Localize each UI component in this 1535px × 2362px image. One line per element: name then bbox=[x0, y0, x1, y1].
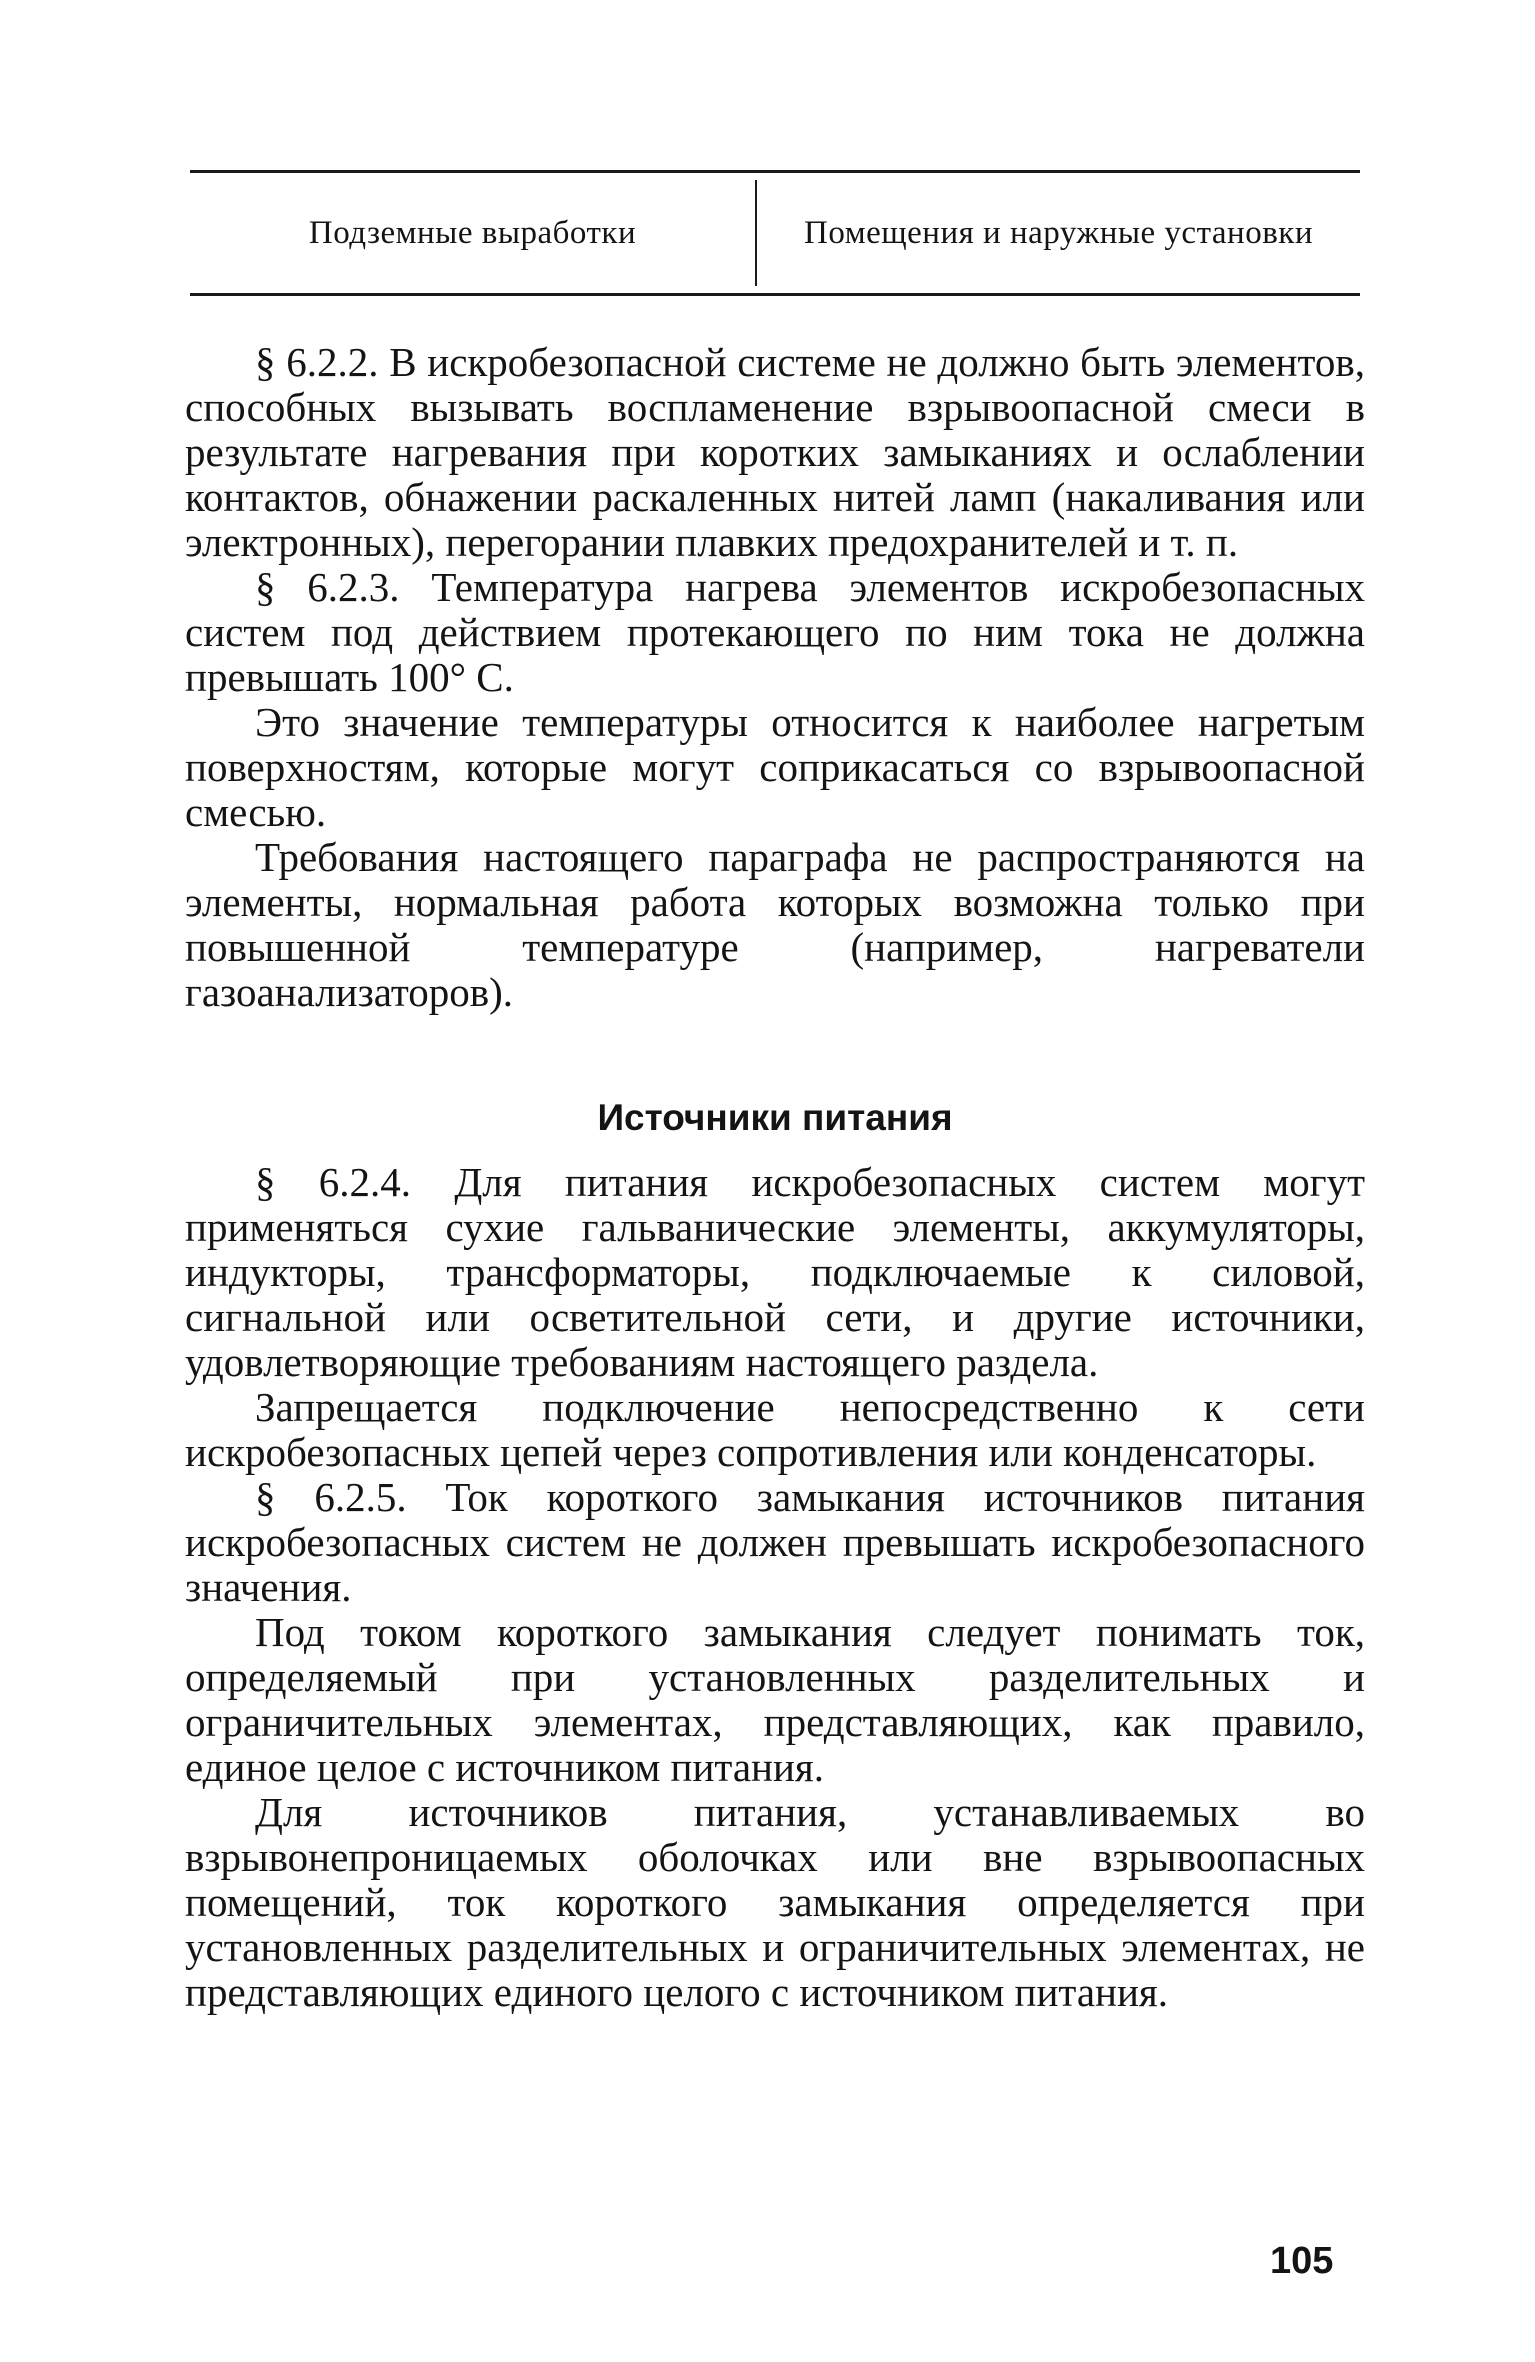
header-right-cell: Помещения и наружные установки bbox=[804, 214, 1313, 251]
paragraph-6-2-2: § 6.2.2. В искробезопасной системе не должно быть элементов, способных вызывать воспламенение взрывоопасной смеси в результате нагревания при коротких замыканиях и ослаблении контактов, обнажении раскаленных нитей ламп (накаливания или электронных), перегорании плавких предохранителей и т. п. bbox=[185, 339, 1365, 565]
paragraph-6-2-3: § 6.2.3. Температура нагрева элементов искробезопасных систем под действием протекающего по ним тока не должна превышать 100° С. bbox=[185, 564, 1365, 700]
paragraph-short-circuit-definition: Под током короткого замыкания следует понимать ток, определяемый при установленных разделительных и ограничительных элементах, представляющих, как правило, единое целое с источником питания. bbox=[185, 1609, 1365, 1790]
section-heading: Источники питания bbox=[597, 1097, 953, 1138]
running-header bbox=[190, 170, 1360, 296]
paragraph-explosion-proof-sources: Для источников питания, устанавливаемых во взрывонепроницаемых оболочках или вне взрывоопасных помещений, ток короткого замыкания определяется при установленных разделительных и ограничительных элементах, не представляющих единого целого с источником питания. bbox=[185, 1789, 1365, 2015]
paragraph-prohibition: Запрещается подключение непосредственно к сети искробезопасных цепей через сопротивления или конденсаторы. bbox=[185, 1384, 1365, 1475]
paragraph-exceptions: Требования настоящего параграфа не распространяются на элементы, нормальная работа которых возможна только при повышенной температуре (например, нагреватели газоанализаторов). bbox=[185, 834, 1365, 1015]
paragraph-temperature-note: Это значение температуры относится к наиболее нагретым поверхностям, которые могут соприкасаться со взрывоопасной смесью. bbox=[185, 699, 1365, 835]
body-text-after-heading bbox=[185, 1160, 1365, 2015]
body-text-before-heading bbox=[185, 340, 1365, 1015]
page-number: 105 bbox=[1270, 2240, 1334, 2282]
header-left-cell: Подземные выработки bbox=[308, 214, 637, 251]
paragraph-6-2-4: § 6.2.4. Для питания искробезопасных систем могут применяться сухие гальванические элементы, аккумуляторы, индукторы, трансформаторы, подключаемые к силовой, сигнальной или осветительной сети, и другие источники, удовлетворяющие требованиям настоящего раздела. bbox=[185, 1159, 1365, 1385]
paragraph-6-2-5: § 6.2.5. Ток короткого замыкания источников питания искробезопасных систем не должен превышать искробезопасного значения. bbox=[185, 1474, 1365, 1610]
